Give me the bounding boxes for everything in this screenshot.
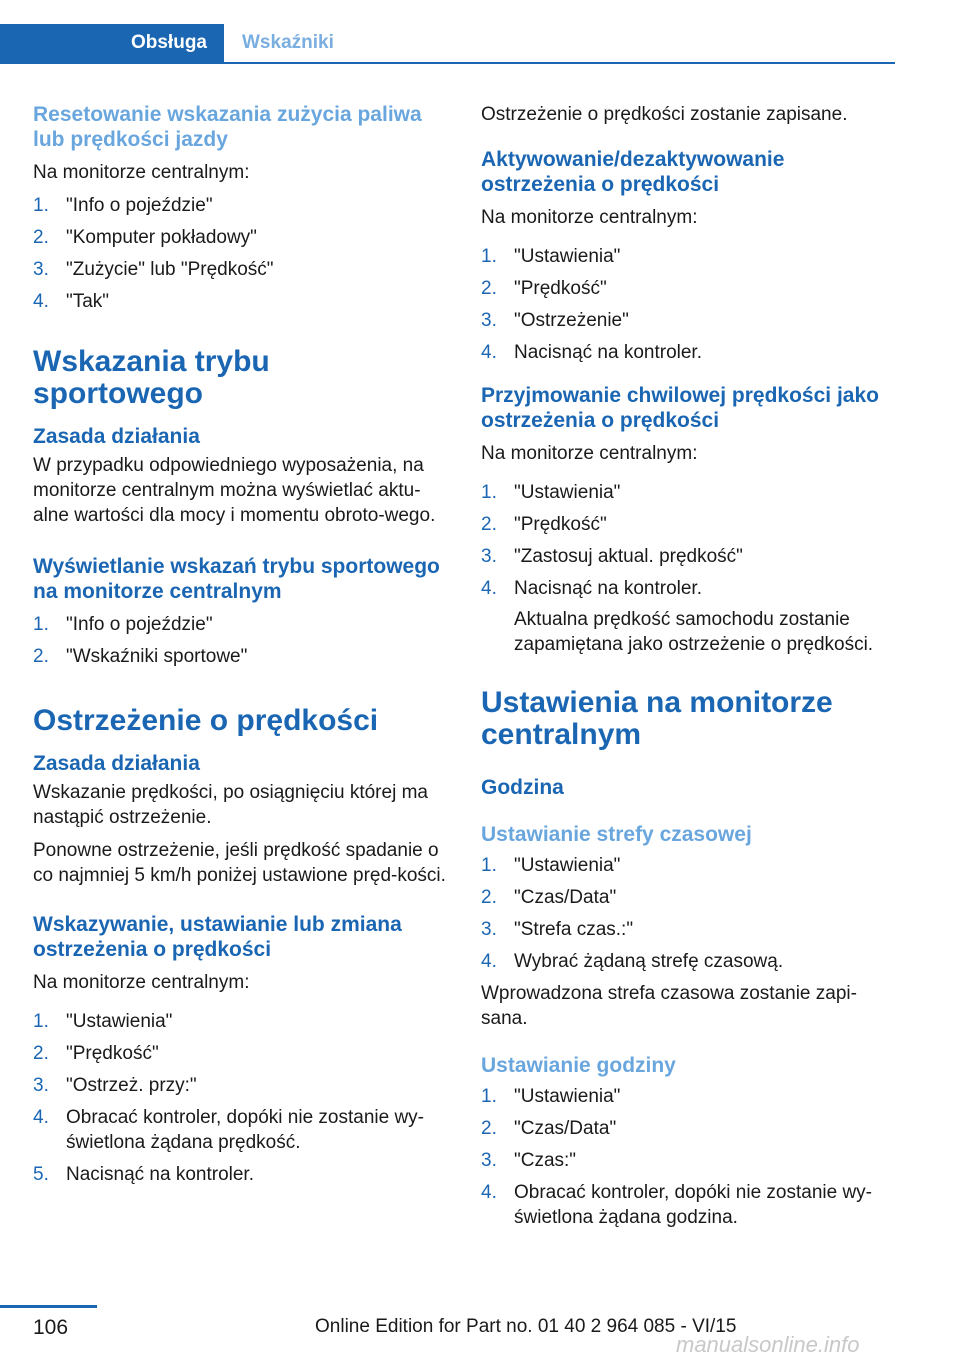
right-column (481, 102, 895, 1237)
intro-text: Na monitorze centralnym: (33, 162, 250, 183)
list-item: 2. "Prędkość" (33, 1043, 159, 1064)
steps-adopt (481, 480, 895, 657)
section-title-reset: Resetowanie wskazania zużycia paliwa lub prędkości jazdy (33, 103, 422, 151)
list-item: 3. "Strefa czas.:" (481, 919, 634, 940)
section-title-clock: Godzina (481, 776, 564, 799)
list-item: 2. "Czas/Data" (481, 887, 617, 908)
adopt-note: Aktualna prędkość samochodu zostanie zapamiętana jako ostrzeżenie o prędkości. (514, 609, 874, 655)
section-title-timezone: Ustawianie strefy czasowej (481, 823, 752, 846)
list-item: 4. "Tak" (33, 291, 110, 312)
section-title-activate: Aktywowanie/dezaktywowanie ostrzeżenia o prędkości (481, 148, 785, 196)
speed-principle-text-1: Wskazanie prędkości, po osiągnięciu której ma nastąpić ostrzeżenie. (33, 782, 428, 828)
list-item: 4. Nacisnąć na kontroler. (481, 342, 702, 363)
edition-text: Online Edition for Part no. 01 40 2 964 085 - VI/15 (315, 1316, 737, 1337)
header-tabbar (0, 24, 895, 64)
list-item: 1. "Ustawienia" (33, 1011, 173, 1032)
page-number: 106 (33, 1316, 69, 1339)
heading-settings: Ustawienia na monitorze centralnym (481, 686, 833, 751)
tab-wskazniki[interactable]: Wskaźniki (242, 32, 334, 53)
intro-text: Na monitorze centralnym: (481, 443, 698, 464)
steps-timezone (481, 853, 895, 974)
tab-obsluga[interactable]: Obsługa (0, 24, 224, 62)
heading-sport: Wskazania trybu sportowego (33, 345, 270, 410)
section-title-sport-principle: Zasada działania (33, 425, 200, 448)
footer-divider (0, 1305, 97, 1308)
list-item: 1. "Info o pojeździe" (33, 614, 213, 635)
list-item: 1. "Ustawienia" (481, 246, 621, 267)
left-column (33, 102, 447, 1194)
steps-activate (481, 244, 895, 365)
list-item: 4. Nacisnąć na kontroler. Aktualna prędkość samochodu zostanie zapamiętana jako ostrzeżenie o prędkości. (481, 576, 895, 657)
speed-principle-text-2: Ponowne ostrzeżenie, jeśli prędkość spadanie o co najmniej 5 km/h poniżej ustawione pręd-kości. (33, 840, 446, 886)
list-item: 2. "Prędkość" (481, 278, 607, 299)
list-item: 1. "Info o pojeździe" (33, 195, 213, 216)
intro-text: Na monitorze centralnym: (33, 972, 250, 993)
steps-reset (33, 193, 447, 314)
list-item: 2. "Wskaźniki sportowe" (33, 646, 248, 667)
heading-speed-warning: Ostrzeżenie o prędkości (33, 704, 379, 737)
list-item: 2. "Czas/Data" (481, 1118, 617, 1139)
list-item: 3. "Zastosuj aktual. prędkość" (481, 546, 743, 567)
speed-saved-text: Ostrzeżenie o prędkości zostanie zapisane. (481, 104, 848, 125)
list-item: 3. "Ostrzeżenie" (481, 310, 629, 331)
list-item: 4. Wybrać żądaną strefę czasową. (481, 951, 784, 972)
section-title-sport-display: Wyświetlanie wskazań trybu sportowego na monitorze centralnym (33, 555, 440, 603)
section-title-adopt: Przyjmowanie chwilowej prędkości jako ostrzeżenia o prędkości (481, 384, 879, 432)
list-item: 1. "Ustawienia" (481, 482, 621, 503)
timezone-saved-text: Wprowadzona strefa czasowa zostanie zapi-sana. (481, 983, 857, 1029)
sport-principle-text: W przypadku odpowiedniego wyposażenia, na monitorze centralnym można wyświetlać aktu-alne wartości dla mocy i momentu obroto-wego. (33, 455, 436, 526)
steps-sport-display (33, 612, 447, 669)
watermark: manualsonline.info (676, 1332, 860, 1357)
list-item: 4. Obracać kontroler, dopóki nie zostanie wy-świetlona żądana prędkość. (33, 1107, 425, 1153)
intro-text: Na monitorze centralnym: (481, 207, 698, 228)
list-item: 2. "Komputer pokładowy" (33, 227, 257, 248)
list-item: 5. Nacisnąć na kontroler. (33, 1164, 254, 1185)
list-item: 3. "Czas:" (481, 1150, 577, 1171)
section-title-time: Ustawianie godziny (481, 1054, 676, 1077)
list-item: 4. Obracać kontroler, dopóki nie zostanie wy-świetlona żądana godzina. (481, 1182, 873, 1228)
section-title-speed-set: Wskazywanie, ustawianie lub zmiana ostrzeżenia o prędkości (33, 913, 402, 961)
list-item: 3. "Zużycie" lub "Prędkość" (33, 259, 274, 280)
list-item: 2. "Prędkość" (481, 514, 607, 535)
list-item: 1. "Ustawienia" (481, 855, 621, 876)
steps-speed-set (33, 1009, 447, 1187)
steps-time (481, 1084, 895, 1230)
list-item: 1. "Ustawienia" (481, 1086, 621, 1107)
list-item: 3. "Ostrzeż. przy:" (33, 1075, 197, 1096)
section-title-speed-principle: Zasada działania (33, 752, 200, 775)
